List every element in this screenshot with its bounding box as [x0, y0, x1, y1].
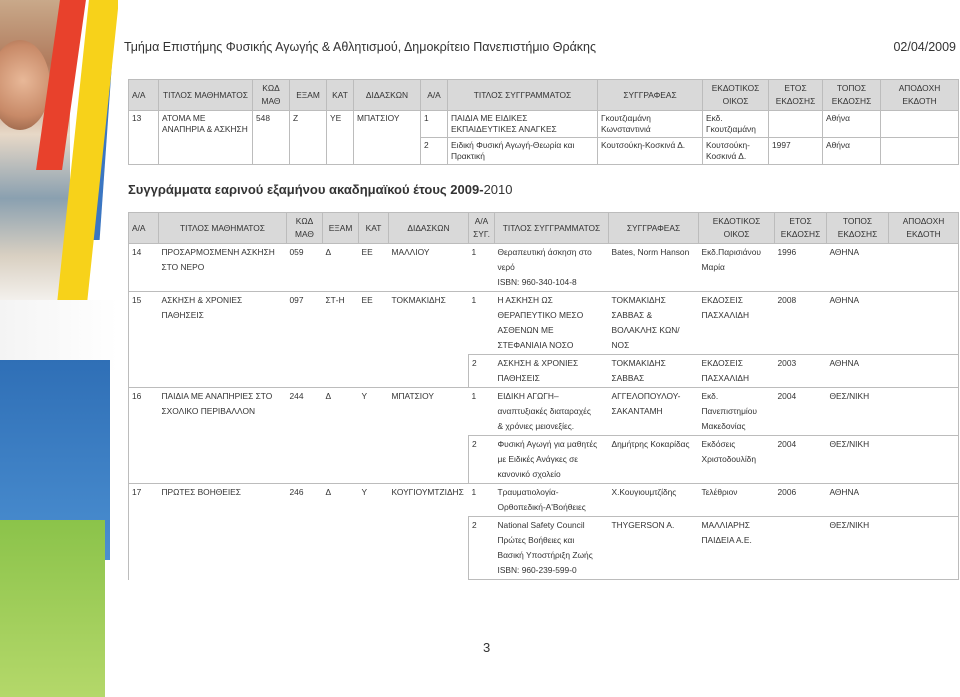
- book-title: [495, 517, 609, 580]
- book-place: Αθήνα: [823, 138, 881, 165]
- book-publisher: [699, 388, 775, 436]
- section-title: [128, 182, 512, 197]
- course-title: [159, 244, 287, 292]
- department-header: Τμήμα Επιστήμης Φυσικής Αγωγής & Αθλητισμού, Δημοκρίτειο Πανεπιστήμιο Θράκης: [124, 40, 597, 54]
- book-title-line: ISBN: 960-340-104-8: [497, 277, 577, 287]
- book-author: [609, 244, 699, 292]
- column-header: Α/Α ΣΥΓ.: [469, 213, 495, 244]
- book-title-line: ΠΑΘΗΣΕΙΣ: [497, 373, 540, 383]
- book-title-line: με Ειδικές Ανάγκες σε: [497, 454, 579, 464]
- table-row: [129, 292, 959, 355]
- book-title: [495, 484, 609, 517]
- book-title-line: Τραυματιολογία-: [497, 487, 559, 497]
- table-row: [129, 484, 959, 517]
- book-title-line: ΕΙΔΙΚΗ ΑΓΩΓΗ–: [497, 391, 559, 401]
- book-place: ΘΕΣ/ΝΙΚΗ: [827, 517, 889, 580]
- page-number: 3: [483, 640, 491, 655]
- course-title: [159, 292, 287, 388]
- book-publisher: [699, 436, 775, 484]
- book-author: [609, 484, 699, 517]
- book-place: Αθήνα: [823, 111, 881, 138]
- book-year: [775, 517, 827, 580]
- book-year: 2003: [775, 355, 827, 388]
- book-publisher-line: ΠΑΣΧΑΛΙΔΗ: [701, 373, 750, 383]
- book-title-line: ΑΣΚΗΣΗ & ΧΡΟΝΙΕΣ: [497, 358, 579, 368]
- category: ΥΕ: [327, 111, 354, 165]
- book-author-line: ΤΟΚΜΑΚΙΔΗΣ: [611, 295, 666, 305]
- book-title-line: κανονικό σχολείο: [497, 469, 561, 479]
- column-header: ΤΙΤΛΟΣ ΜΑΘΗΜΑΤΟΣ: [159, 213, 287, 244]
- book-publisher-line: Εκδ.Παρισιάνου: [701, 247, 761, 257]
- book-place: ΑΘΗΝΑ: [827, 292, 889, 355]
- book-year: 2006: [775, 484, 827, 517]
- book-title: [495, 355, 609, 388]
- book-year: 2004: [775, 436, 827, 484]
- publisher-acceptance: [881, 111, 959, 138]
- course-number: 13: [129, 111, 159, 165]
- book-author-line: Δημήτρης Κοκαρίδας: [611, 439, 690, 449]
- category: Υ: [359, 484, 389, 580]
- teacher: ΜΑΛΛΙΟΥ: [389, 244, 469, 292]
- book-publisher-line: ΜΑΛΛΙΑΡΗΣ: [701, 520, 750, 530]
- column-header: ΕΞΑΜ: [290, 80, 327, 111]
- course-title: ΑΤΟΜΑ ΜΕ ΑΝΑΠΗΡΙΑ & ΑΣΚΗΣΗ: [159, 111, 253, 165]
- teacher: ΚΟΥΓΙΟΥΜΤΖΙΔΗΣ: [389, 484, 469, 580]
- course-title-line: ΠΡΟΣΑΡΜΟΣΜΕΝΗ ΑΣΚΗΣΗ: [161, 247, 275, 257]
- column-header: ΚΩΔ ΜΑΘ: [253, 80, 290, 111]
- category: ΕΕ: [359, 292, 389, 388]
- column-header: ΑΠΟΔΟΧΗ ΕΚΔΟΤΗ: [889, 213, 959, 244]
- semester: Δ: [323, 484, 359, 580]
- teacher: ΜΠΑΤΣΙΟΥ: [389, 388, 469, 484]
- table-header-row: [129, 213, 959, 244]
- teacher: ΤΟΚΜΑΚΙΔΗΣ: [389, 292, 469, 388]
- column-header: ΕΤΟΣ ΕΚΔΟΣΗΣ: [769, 80, 823, 111]
- course-code: 059: [287, 244, 323, 292]
- column-header: ΣΥΓΓΡΑΦΕΑΣ: [609, 213, 699, 244]
- book-title-line: ΑΣΘΕΝΩΝ ΜΕ: [497, 325, 554, 335]
- book-title-line: Πρώτες Βοήθειες και: [497, 535, 575, 545]
- book-author: [609, 388, 699, 436]
- course-title: [159, 484, 287, 580]
- book-number: 2: [469, 517, 495, 580]
- book-title-line: Βασική Υποστήριξη Ζωής: [497, 550, 593, 560]
- book-publisher-line: Εκδ.: [701, 391, 719, 401]
- column-header: ΣΥΓΓΡΑΦΕΑΣ: [598, 80, 703, 111]
- book-author: [609, 355, 699, 388]
- section-title-text: Συγγράμματα εαρινού εξαμήνου ακαδημαϊκού έτους 2009-: [128, 182, 484, 197]
- book-publisher: Κουτσούκη-Κοσκινά Δ.: [703, 138, 769, 165]
- spring-courses-table: [128, 212, 959, 580]
- column-header: ΤΙΤΛΟΣ ΜΑΘΗΜΑΤΟΣ: [159, 80, 253, 111]
- publisher-acceptance: [889, 484, 959, 517]
- column-header: ΔΙΔΑΣΚΩΝ: [354, 80, 421, 111]
- course-number: 16: [129, 388, 159, 484]
- book-author-line: ΣΑΒΒΑΣ: [611, 373, 645, 383]
- column-header: ΑΠΟΔΟΧΗ ΕΚΔΟΤΗ: [881, 80, 959, 111]
- decorative-photo-strip: [0, 0, 118, 697]
- table-row: [129, 388, 959, 436]
- book-publisher: [699, 517, 775, 580]
- publisher-acceptance: [889, 355, 959, 388]
- publisher-acceptance: [889, 388, 959, 436]
- section-title-year: 2010: [483, 182, 513, 197]
- book-number: 2: [421, 138, 448, 165]
- book-publisher: Εκδ. Γκουτζιαμάνη: [703, 111, 769, 138]
- book-place: ΑΘΗΝΑ: [827, 484, 889, 517]
- table-row: [129, 244, 959, 292]
- column-header: Α/Α: [421, 80, 448, 111]
- book-author-line: ΤΟΚΜΑΚΙΔΗΣ: [611, 358, 666, 368]
- book-author: Γκουτζιαμάνη Κωνσταντινιά: [598, 111, 703, 138]
- book-author-line: Χ.Κουγιουμτζίδης: [611, 487, 677, 497]
- book-number: 1: [469, 484, 495, 517]
- column-header: ΔΙΔΑΣΚΩΝ: [389, 213, 469, 244]
- semester: Δ: [323, 244, 359, 292]
- course-title: [159, 388, 287, 484]
- previous-courses-table: [128, 79, 959, 165]
- category: Υ: [359, 388, 389, 484]
- book-title-line: & χρόνιες μειονεξίες.: [497, 421, 575, 431]
- book-number: 1: [469, 292, 495, 355]
- book-number: 1: [421, 111, 448, 138]
- book-publisher-line: ΠΑΙΔΕΙΑ Α.Ε.: [701, 535, 752, 545]
- book-publisher-line: Πανεπιστημίου: [701, 406, 758, 416]
- column-header: ΤΟΠΟΣ ΕΚΔΟΣΗΣ: [823, 80, 881, 111]
- book-title-line: ISBN: 960-239-599-0: [497, 565, 577, 575]
- book-year: 1996: [775, 244, 827, 292]
- book-place: ΑΘΗΝΑ: [827, 355, 889, 388]
- book-title-line: νερό: [497, 262, 515, 272]
- book-publisher: [699, 292, 775, 355]
- book-author: [609, 517, 699, 580]
- book-author-line: ΒΟΛΑΚΛΗΣ ΚΩΝ/ΝΟΣ: [611, 325, 680, 350]
- book-title: [495, 244, 609, 292]
- course-title-line: ΠΡΩΤΕΣ ΒΟΗΘΕΙΕΣ: [161, 487, 241, 497]
- book-number: 1: [469, 388, 495, 436]
- course-code: 246: [287, 484, 323, 580]
- book-publisher: [699, 355, 775, 388]
- course-code: 244: [287, 388, 323, 484]
- book-year: 2004: [775, 388, 827, 436]
- semester: Ζ: [290, 111, 327, 165]
- semester: ΣΤ-Η: [323, 292, 359, 388]
- course-code: 097: [287, 292, 323, 388]
- column-header: ΕΞΑΜ: [323, 213, 359, 244]
- book-publisher-line: Χριστοδουλίδη: [701, 454, 756, 464]
- book-title-line: αναπτυξιακές διαταραχές: [497, 406, 591, 416]
- book-author: Κουτσούκη-Κοσκινά Δ.: [598, 138, 703, 165]
- column-header: ΤΟΠΟΣ ΕΚΔΟΣΗΣ: [827, 213, 889, 244]
- book-title: [495, 292, 609, 355]
- course-code: 548: [253, 111, 290, 165]
- course-title-line: ΠΑΙΔΙΑ ΜΕ ΑΝΑΠΗΡΙΕΣ ΣΤΟ: [161, 391, 273, 401]
- table-row: [129, 111, 959, 138]
- book-author-line: Bates, Norm Hanson: [611, 247, 690, 257]
- book-publisher-line: ΕΚΔΟΣΕΙΣ: [701, 358, 743, 368]
- book-place: ΑΘΗΝΑ: [827, 244, 889, 292]
- book-title: ΠΑΙΔΙΑ ΜΕ ΕΙΔΙΚΕΣ ΕΚΠΑΙΔΕΥΤΙΚΕΣ ΑΝΑΓΚΕΣ: [448, 111, 598, 138]
- book-title-line: Θεραπευτική άσκηση στο: [497, 247, 592, 257]
- book-title-line: Φυσική Αγωγή για μαθητές: [497, 439, 598, 449]
- publisher-acceptance: [889, 436, 959, 484]
- book-author: [609, 292, 699, 355]
- category: ΕΕ: [359, 244, 389, 292]
- publisher-acceptance: [889, 292, 959, 355]
- book-author: [609, 436, 699, 484]
- column-header: ΤΙΤΛΟΣ ΣΥΓΓΡΑΜΜΑΤΟΣ: [495, 213, 609, 244]
- book-number: 2: [469, 436, 495, 484]
- teacher: ΜΠΑΤΣΙΟΥ: [354, 111, 421, 165]
- book-title: Ειδική Φυσική Αγωγή-Θεωρία και Πρακτική: [448, 138, 598, 165]
- publisher-acceptance: [889, 517, 959, 580]
- book-publisher-line: Μακεδονίας: [701, 421, 746, 431]
- book-number: 2: [469, 355, 495, 388]
- book-title-line: ΘΕΡΑΠΕΥΤΙΚΟ ΜΕΣΟ: [497, 310, 584, 320]
- semester: Δ: [323, 388, 359, 484]
- book-author-line: ΑΓΓΕΛΟΠΟΥΛΟΥ-: [611, 391, 681, 401]
- book-publisher: [699, 484, 775, 517]
- book-publisher-line: Μαρία: [701, 262, 725, 272]
- column-header: Α/Α: [129, 213, 159, 244]
- column-header: ΕΤΟΣ ΕΚΔΟΣΗΣ: [775, 213, 827, 244]
- book-year: 1997: [769, 138, 823, 165]
- book-year: [769, 111, 823, 138]
- book-year: 2008: [775, 292, 827, 355]
- book-publisher-line: Εκδόσεις: [701, 439, 736, 449]
- column-header: Α/Α: [129, 80, 159, 111]
- course-title-line: ΠΑΘΗΣΕΙΣ: [161, 310, 204, 320]
- column-header: ΕΚΔΟΤΙΚΟΣ ΟΙΚΟΣ: [703, 80, 769, 111]
- book-author-line: ΣΑΒΒΑΣ &: [611, 310, 653, 320]
- course-number: 14: [129, 244, 159, 292]
- column-header: ΚΑΤ: [359, 213, 389, 244]
- book-title-line: Η ΑΣΚΗΣΗ ΩΣ: [497, 295, 553, 305]
- book-title: [495, 436, 609, 484]
- book-title: [495, 388, 609, 436]
- publisher-acceptance: [881, 138, 959, 165]
- course-title-line: ΑΣΚΗΣΗ & ΧΡΟΝΙΕΣ: [161, 295, 243, 305]
- course-number: 15: [129, 292, 159, 388]
- book-title-line: ΣΤΕΦΑΝΙΑΙΑ ΝΟΣΟ: [497, 340, 574, 350]
- course-title-line: ΣΧΟΛΙΚΟ ΠΕΡΙΒΑΛΛΟΝ: [161, 406, 256, 416]
- book-title-line: National Safety Council: [497, 520, 585, 530]
- column-header: ΚΩΔ ΜΑΘ: [287, 213, 323, 244]
- book-publisher-line: Τελέθριον: [701, 487, 738, 497]
- book-publisher-line: ΕΚΔΟΣΕΙΣ: [701, 295, 743, 305]
- book-place: ΘΕΣ/ΝΙΚΗ: [827, 388, 889, 436]
- column-header: ΤΙΤΛΟΣ ΣΥΓΓΡΑΜΜΑΤΟΣ: [448, 80, 598, 111]
- publisher-acceptance: [889, 244, 959, 292]
- column-header: ΚΑΤ: [327, 80, 354, 111]
- document-date: 02/04/2009: [893, 40, 956, 54]
- book-author-line: ΣΑΚΑΝΤΑΜΗ: [611, 406, 663, 416]
- book-publisher: [699, 244, 775, 292]
- course-number: 17: [129, 484, 159, 580]
- course-title-line: ΣΤΟ ΝΕΡΟ: [161, 262, 205, 272]
- book-number: 1: [469, 244, 495, 292]
- book-publisher-line: ΠΑΣΧΑΛΙΔΗ: [701, 310, 750, 320]
- book-author-line: THYGERSON A.: [611, 520, 675, 530]
- book-place: ΘΕΣ/ΝΙΚΗ: [827, 436, 889, 484]
- column-header: ΕΚΔΟΤΙΚΟΣ ΟΙΚΟΣ: [699, 213, 775, 244]
- book-title-line: Ορθοπεδική-Α'Βοήθειες: [497, 502, 586, 512]
- table-header-row: [129, 80, 959, 111]
